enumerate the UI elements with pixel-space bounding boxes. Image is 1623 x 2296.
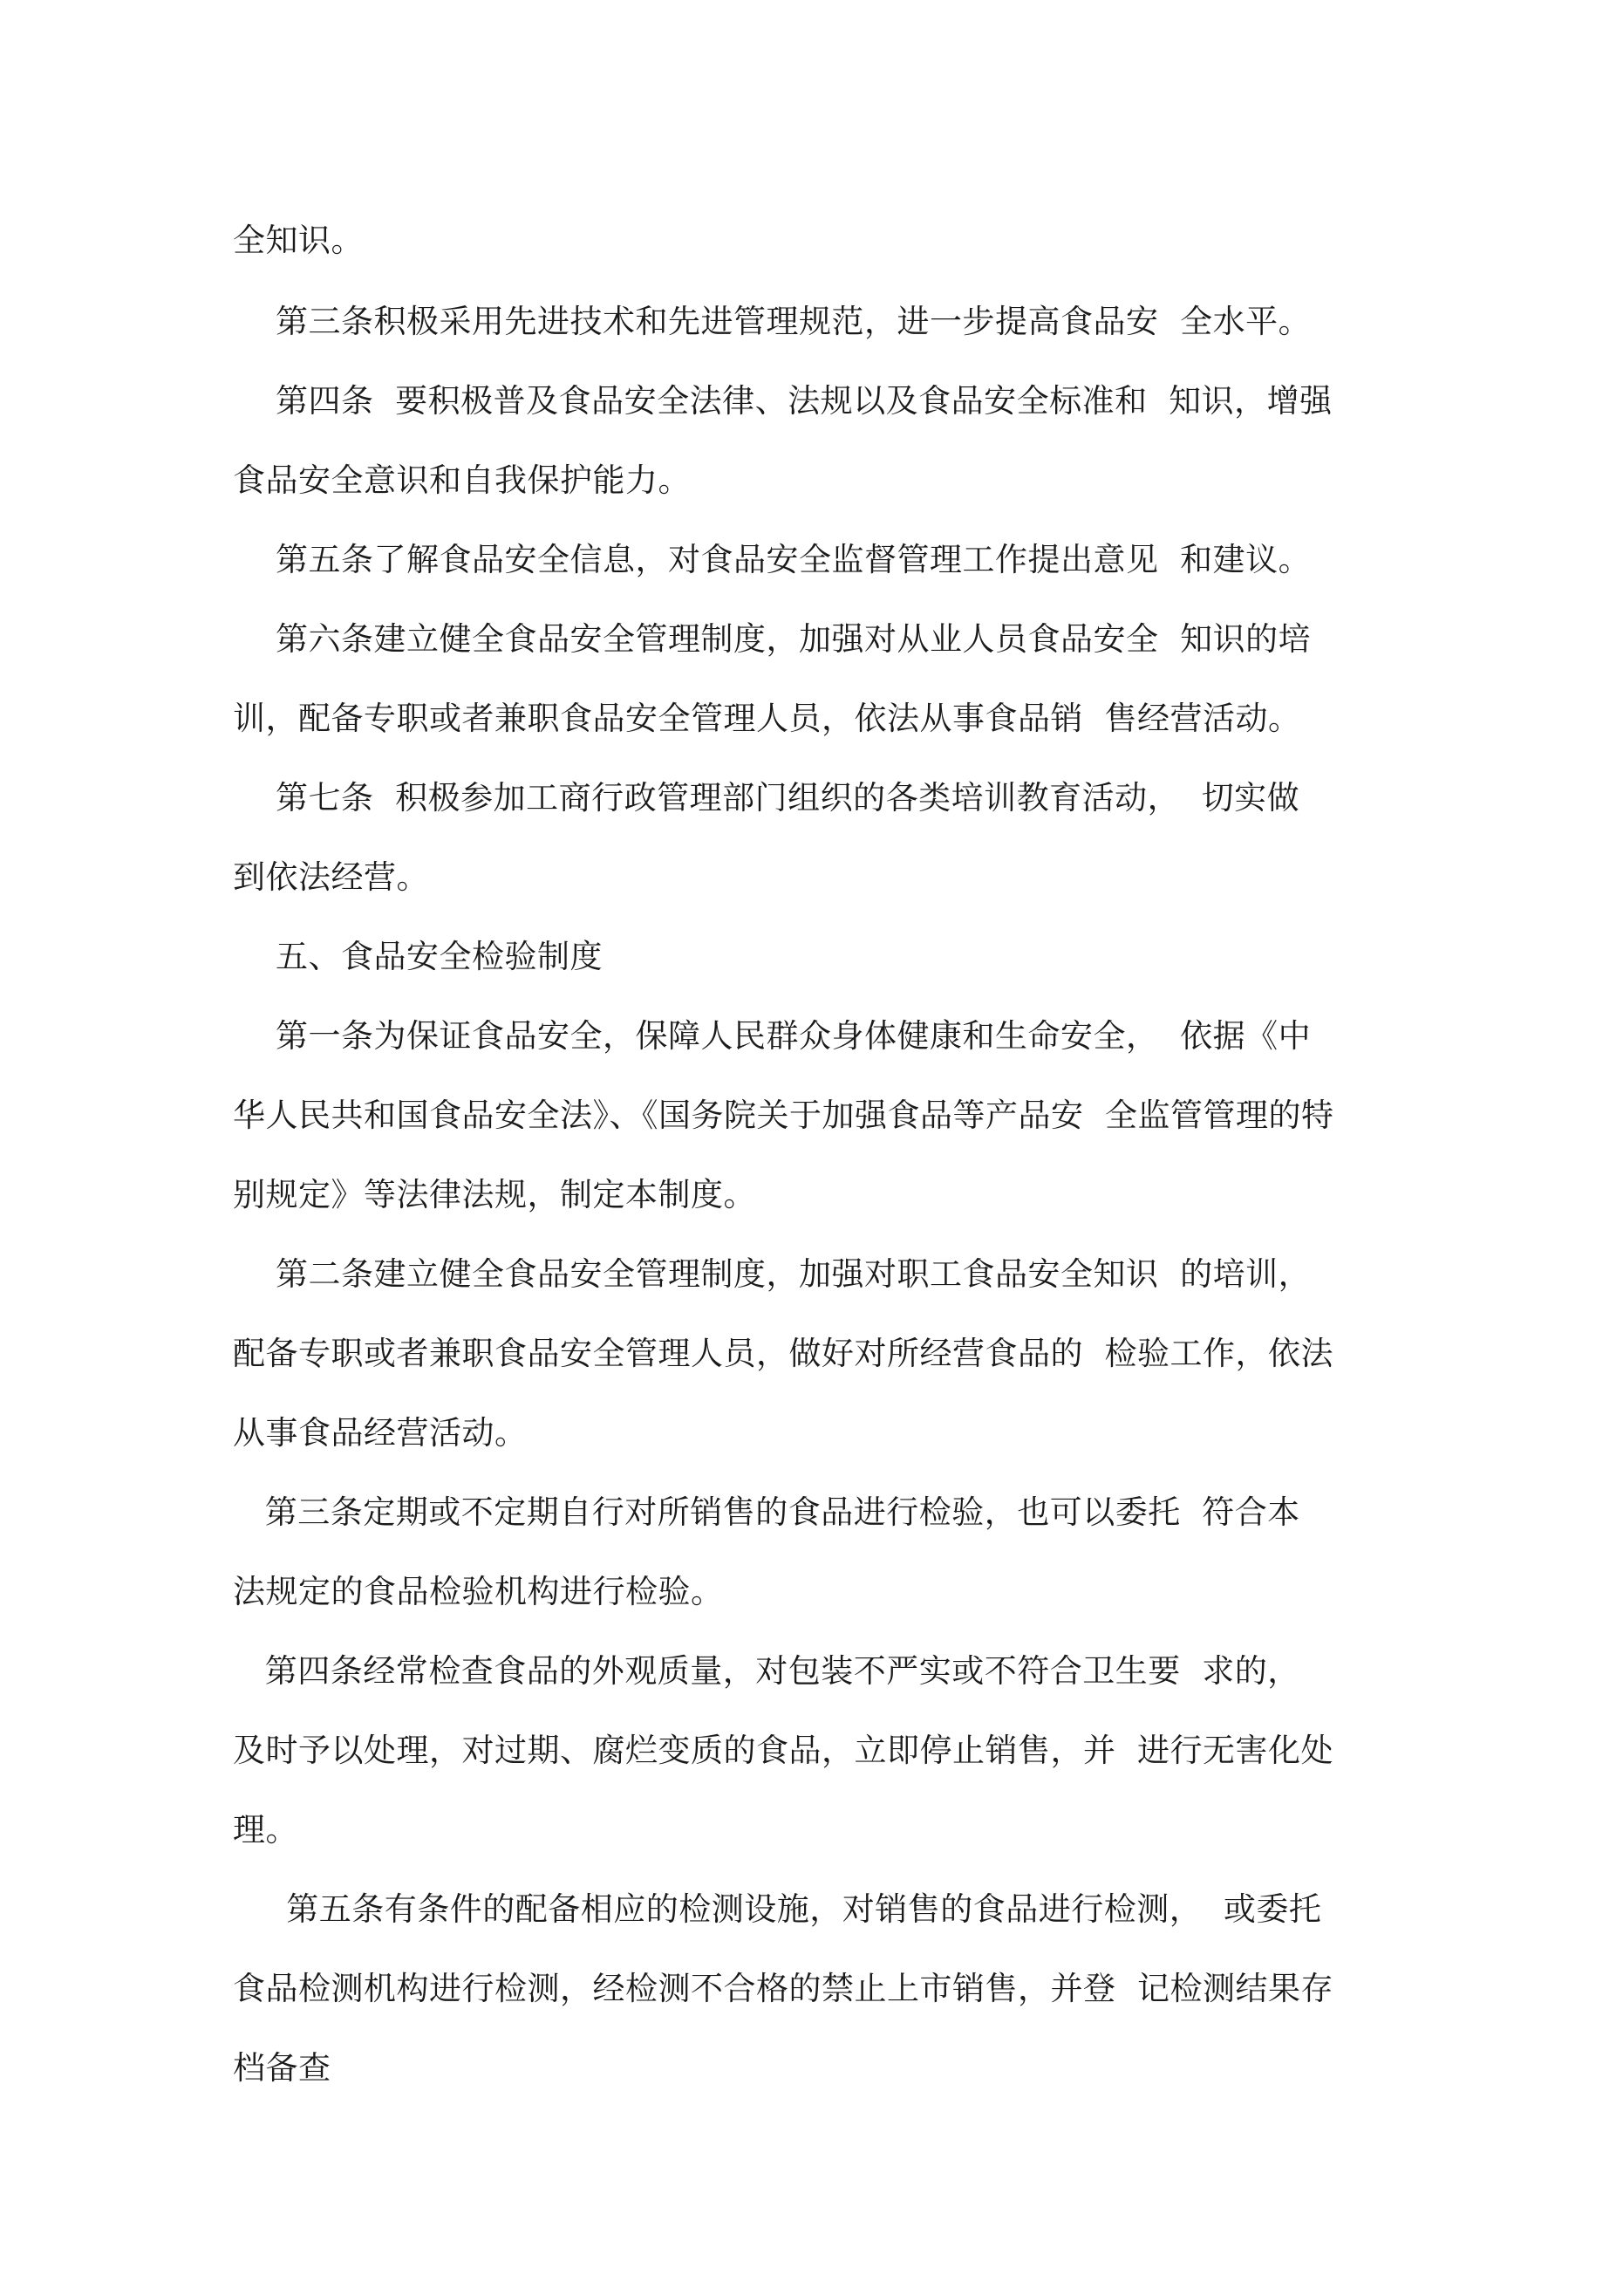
text-line: 第二条建立健全食品安全管理制度，加强对职工食品安全知识 的培训， bbox=[233, 1255, 1312, 1293]
text-line: 第五条有条件的配备相应的检测设施，对销售的食品进行检测， 或委托 bbox=[233, 1890, 1322, 1928]
section-heading: 五、食品安全检验制度 bbox=[233, 938, 604, 975]
text-line: 第五条了解食品安全信息，对食品安全监督管理工作提出意见 和建议。 bbox=[233, 541, 1312, 578]
text-line: 配备专职或者兼职食品安全管理人员，做好对所经营食品的 检验工作，依法 bbox=[233, 1335, 1334, 1372]
text-line: 第六条建立健全食品安全管理制度，加强对从业人员食品安全 知识的培 bbox=[233, 620, 1312, 658]
text-line: 理。 bbox=[233, 1811, 298, 1848]
text-line: 训，配备专职或者兼职食品安全管理人员，依法从事食品销 售经营活动。 bbox=[233, 700, 1301, 737]
text-line: 法规定的食品检验机构进行检验。 bbox=[233, 1573, 724, 1610]
text-line: 到依法经营。 bbox=[233, 858, 429, 896]
text-line: 全知识。 bbox=[233, 222, 364, 259]
text-line: 第四条 要积极普及食品安全法律、法规以及食品安全标准和 知识，增强 bbox=[233, 382, 1333, 420]
text-line: 档备查 bbox=[233, 2049, 331, 2087]
text-line: 别规定》等法律法规，制定本制度。 bbox=[233, 1176, 756, 1213]
text-line: 第一条为保证食品安全，保障人民群众身体健康和生命安全， 依据《中 bbox=[233, 1017, 1312, 1055]
text-line: 食品安全意识和自我保护能力。 bbox=[233, 461, 691, 499]
text-line: 华人民共和国食品安全法》、《国务院关于加强食品等产品安 全监管管理的特 bbox=[233, 1097, 1334, 1134]
text-line: 第三条积极采用先进技术和先进管理规范，进一步提高食品安 全水平。 bbox=[233, 303, 1312, 340]
text-line: 第三条定期或不定期自行对所销售的食品进行检验，也可以委托 符合本 bbox=[233, 1493, 1300, 1531]
text-line: 食品检测机构进行检测，经检测不合格的禁止上市销售，并登 记检测结果存 bbox=[233, 1970, 1334, 2007]
text-line: 第四条经常检查食品的外观质量，对包装不严实或不符合卫生要 求的， bbox=[233, 1652, 1300, 1690]
text-line: 及时予以处理，对过期、腐烂变质的食品，立即停止销售，并 进行无害化处 bbox=[233, 1732, 1334, 1769]
text-line: 从事食品经营活动。 bbox=[233, 1414, 528, 1452]
text-line: 第七条 积极参加工商行政管理部门组织的各类培训教育活动， 切实做 bbox=[233, 779, 1300, 817]
